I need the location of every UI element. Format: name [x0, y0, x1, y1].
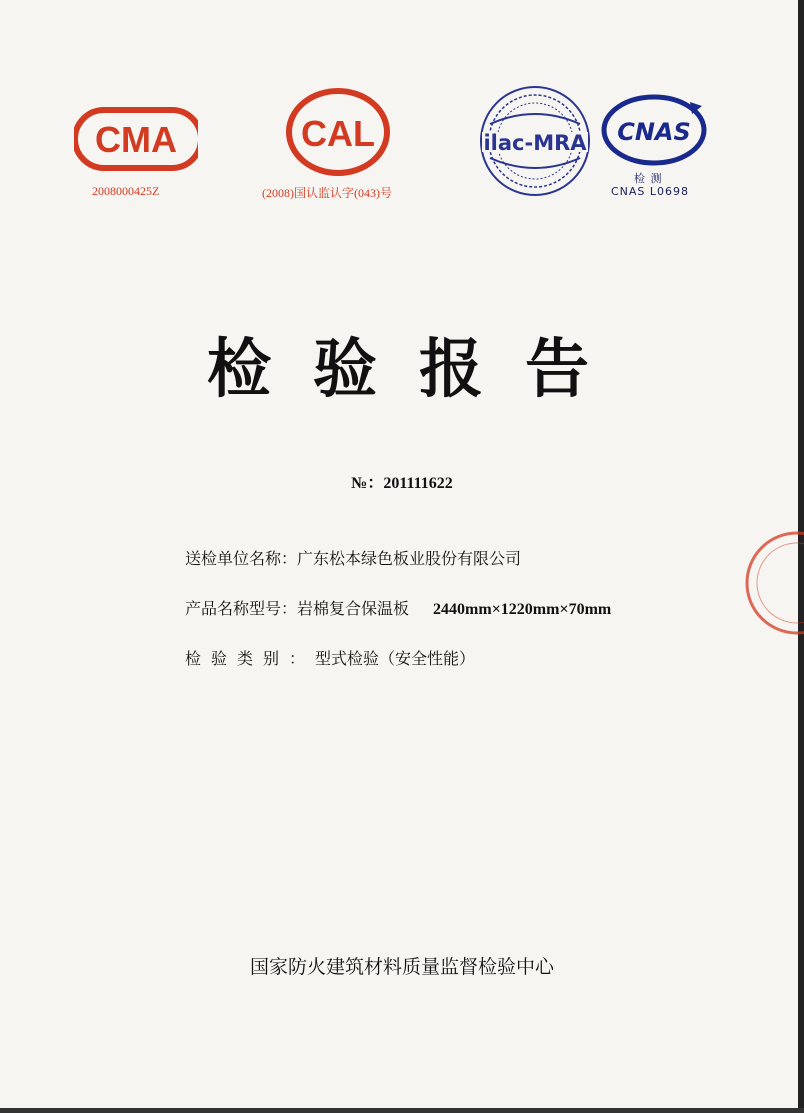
cal-logo — [284, 86, 392, 178]
issuer-name: 国家防火建筑材料质量监督检验中心 — [249, 956, 554, 978]
cnas-logo — [598, 92, 710, 168]
ilac-mra-logo — [478, 84, 592, 198]
ilac-mra-logo-text: ilac-MRA — [483, 131, 587, 155]
inspection-type-field — [185, 646, 475, 669]
cal-logo-text: CAL — [301, 113, 375, 154]
client-value: 广东松本绿色板业股份有限公司 — [297, 549, 522, 568]
cnas-sub-label: 检 测 — [634, 172, 663, 185]
report-title: 检验报告 — [207, 333, 631, 407]
report-number — [0, 470, 804, 493]
cnas-number: CNAS L0698 — [611, 185, 690, 198]
report-number-label: №： — [351, 475, 384, 492]
cnas-logo-text: CNAS — [617, 118, 691, 146]
product-field — [185, 596, 611, 619]
cma-logo-text: CMA — [95, 119, 177, 160]
cma-code: 2008000425Z — [92, 184, 160, 198]
scan-edge-bottom — [0, 1108, 804, 1113]
product-value: 岩棉复合保温板 — [297, 599, 410, 618]
cal-code: (2008)国认监认字(043)号 — [262, 186, 392, 200]
client-label: 送检单位名称： — [185, 549, 298, 568]
product-spec: 2440mm×1220mm×70mm — [433, 601, 612, 618]
inspection-type-label: 检验类别： — [185, 649, 316, 668]
cma-logo — [74, 104, 198, 174]
client-field — [185, 546, 521, 569]
inspection-type-value: 型式检验（安全性能） — [315, 649, 476, 668]
product-label: 产品名称型号： — [185, 599, 298, 618]
partial-seal-stamp — [742, 528, 804, 638]
report-number-value: 201111622 — [383, 475, 453, 492]
